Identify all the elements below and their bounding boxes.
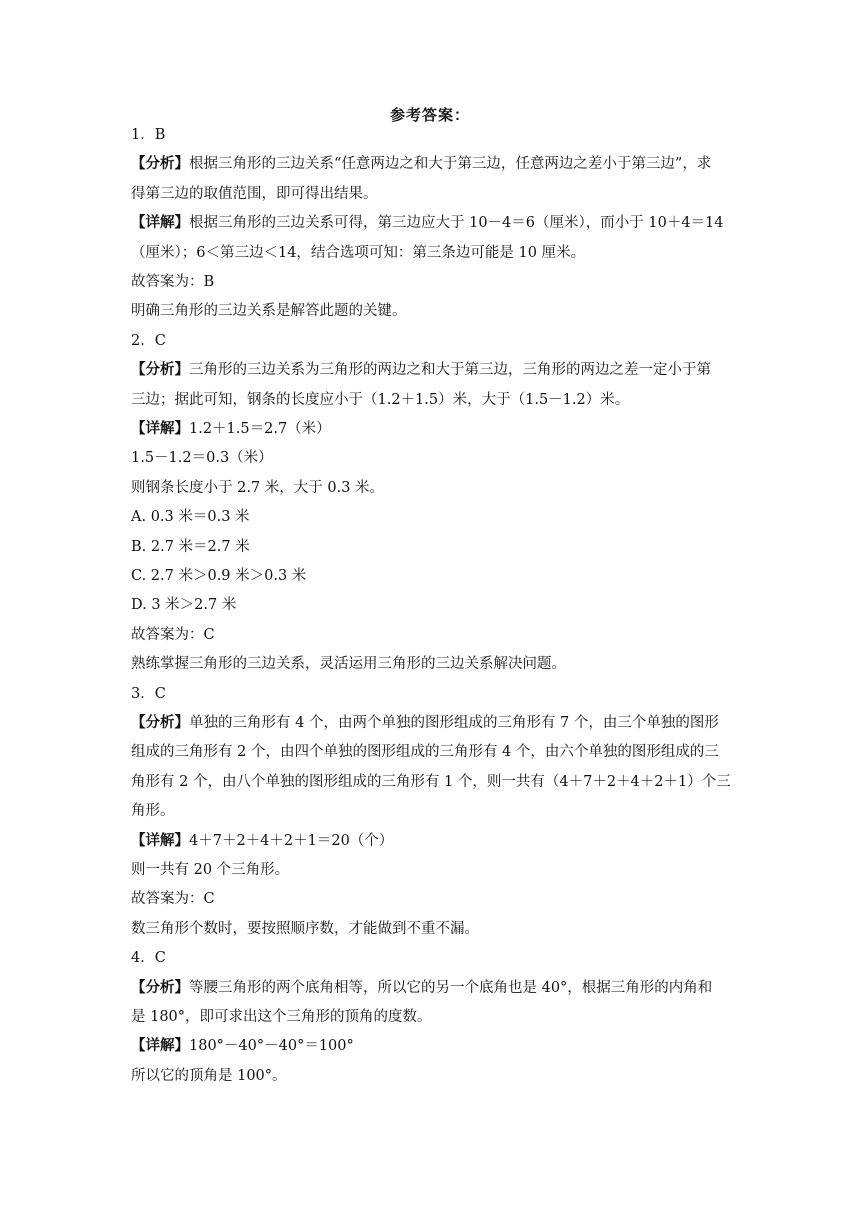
line-text: 2．C bbox=[131, 332, 166, 349]
section-tag: 【分析】 bbox=[131, 361, 189, 379]
text-line bbox=[131, 742, 731, 762]
line-text: 4＋7＋2＋4＋2＋1＝20（个） bbox=[189, 832, 394, 849]
text-line bbox=[131, 213, 731, 233]
text-line bbox=[131, 889, 731, 909]
line-text: 180°－40°－40°＝100° bbox=[189, 1038, 354, 1055]
text-line bbox=[131, 566, 731, 586]
line-text: 故答案为：B bbox=[131, 274, 215, 290]
line-text: 所以它的顶角是 100°。 bbox=[131, 1067, 287, 1084]
page-title: 参考答案： bbox=[389, 106, 470, 124]
line-text: 三边；据此可知，钢条的长度应小于（1.2＋1.5）米，大于（1.5－1.2）米。 bbox=[131, 391, 630, 408]
text-line bbox=[131, 654, 731, 674]
text-line bbox=[131, 948, 731, 968]
text-line bbox=[131, 595, 731, 615]
line-text: 3．C bbox=[131, 685, 166, 702]
line-text: 角形有 2 个，由八个单独的图形组成的三角形有 1 个，则一共有（4＋7＋2＋4＋2＋1）个三 bbox=[131, 773, 731, 790]
section-tag: 【分析】 bbox=[131, 978, 189, 996]
text-line bbox=[131, 684, 731, 704]
line-text: 是 180°，即可求出这个三角形的顶角的度数。 bbox=[131, 1009, 432, 1025]
line-text: 明确三角形的三边关系是解答此题的关键。 bbox=[131, 303, 407, 320]
section-tag: 【详解】 bbox=[131, 214, 189, 232]
section-tag: 【分析】 bbox=[131, 155, 189, 173]
text-line bbox=[131, 390, 731, 410]
text-line bbox=[131, 1066, 731, 1086]
section-tag: 【分析】 bbox=[131, 714, 189, 731]
line-text: 1.5－1.2＝0.3（米） bbox=[131, 450, 273, 467]
text-line bbox=[131, 243, 731, 263]
text-line bbox=[131, 978, 731, 998]
text-line bbox=[131, 507, 731, 527]
text-line bbox=[131, 831, 731, 851]
text-line bbox=[131, 801, 731, 821]
text-line bbox=[131, 713, 731, 733]
line-text: （厘米）；6＜第三边＜14，结合选项可知：第三条边可能是 10 厘米。 bbox=[131, 244, 586, 261]
line-text: C. 2.7 米＞0.9 米＞0.3 米 bbox=[131, 568, 307, 584]
line-text: 组成的三角形有 2 个，由四个单独的图形组成的三角形有 4 个，由六个单独的图形组成的三 bbox=[131, 744, 719, 761]
text-line bbox=[131, 419, 731, 439]
line-text: 则钢条长度小于 2.7 米，大于 0.3 米。 bbox=[131, 479, 385, 496]
section-tag: 【详解】 bbox=[131, 420, 189, 437]
text-line bbox=[131, 301, 731, 321]
text-line bbox=[131, 860, 731, 880]
text-line bbox=[131, 919, 731, 939]
text-line bbox=[131, 537, 731, 557]
text-line bbox=[131, 331, 731, 351]
line-text: D. 3 米＞2.7 米 bbox=[131, 597, 237, 614]
line-text: 1.2＋1.5＝2.7（米） bbox=[189, 421, 331, 437]
line-text: 等腰三角形的两个底角相等，所以它的另一个底角也是 40°，根据三角形的内角和 bbox=[189, 979, 713, 996]
section-tag: 【详解】 bbox=[131, 1037, 189, 1055]
line-text: 得第三边的取值范围，即可得出结果。 bbox=[131, 185, 378, 202]
text-line bbox=[131, 154, 731, 174]
text-line bbox=[131, 1007, 731, 1027]
text-line bbox=[131, 125, 731, 145]
text-line bbox=[131, 448, 731, 468]
line-text: 根据三角形的三边关系可得，第三边应大于 10－4＝6（厘米），而小于 10＋4＝14 bbox=[189, 215, 724, 232]
line-text: 熟练掌握三角形的三边关系，灵活运用三角形的三边关系解决问题。 bbox=[131, 656, 566, 673]
line-text: 故答案为：C bbox=[131, 891, 215, 908]
text-line bbox=[131, 772, 731, 792]
line-text: 根据三角形的三边关系“任意两边之和大于第三边，任意两边之差小于第三边”，求 bbox=[189, 156, 712, 173]
line-text: B. 2.7 米＝2.7 米 bbox=[131, 538, 250, 555]
line-text: 4．C bbox=[131, 950, 166, 967]
text-line bbox=[131, 478, 731, 498]
text-line bbox=[131, 360, 731, 380]
line-text: 角形。 bbox=[131, 803, 175, 820]
text-line bbox=[131, 625, 731, 645]
line-text: 则一共有 20 个三角形。 bbox=[131, 862, 290, 878]
line-text: 数三角形个数时，要按照顺序数，才能做到不重不漏。 bbox=[131, 920, 479, 937]
text-line bbox=[131, 184, 731, 204]
section-tag: 【详解】 bbox=[131, 831, 189, 849]
line-text: A. 0.3 米＝0.3 米 bbox=[131, 509, 250, 526]
text-line bbox=[131, 272, 731, 292]
line-text: 三角形的三边关系为三角形的两边之和大于第三边，三角形的两边之差一定小于第 bbox=[189, 362, 711, 379]
line-text: 故答案为：C bbox=[131, 626, 215, 643]
line-text: 1．B bbox=[131, 127, 166, 143]
text-line bbox=[131, 1036, 731, 1056]
line-text: 单独的三角形有 4 个，由两个单独的图形组成的三角形有 7 个，由三个单独的图形 bbox=[189, 715, 719, 731]
